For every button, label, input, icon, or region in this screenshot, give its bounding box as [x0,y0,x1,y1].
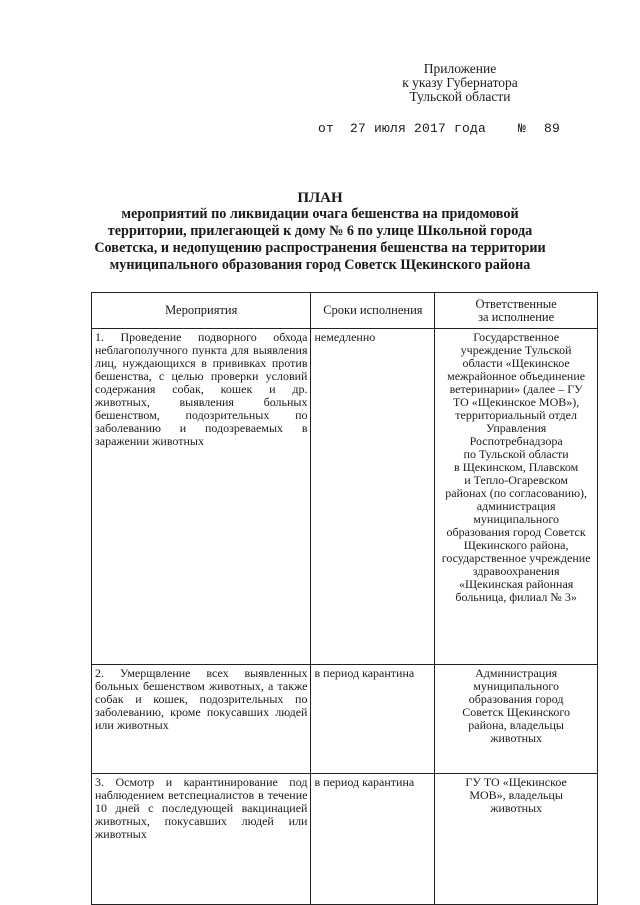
table-row [92,774,598,905]
header-responsible: Ответственные за исполнение [435,293,598,329]
measure-cell: 1. Проведение подворного обхода неблагополучного пункта для выявления лиц, нуждающихся в прививках против бешенства, с целью проверки условий содержания собак, кошек и др. животных, выявления больных бешенством, подозрительных по заболеванию и подозреваемых в заражении животных [92,329,311,665]
subtitle-line: территории, прилегающей к дому № 6 по улице Школьной города [107,223,533,239]
measure-cell: 2. Умерщвление всех выявленных больных бешенством животных, а также собак и кошек, подозрительных по заболеванию, кроме покусавших людей или животных [92,665,311,774]
appendix-line-2: к указу Губернатора [402,75,518,90]
subtitle-line: муниципального образования город Советск Щекинского района [109,257,531,273]
term-cell: в период карантина [311,774,435,905]
measure-cell: 3. Осмотр и карантинирование под наблюдением ветспециалистов в течение 10 дней с последующей вакцинацией животных, покусавших людей или животных [92,774,311,905]
plan-subtitle [60,206,580,274]
header-measures: Мероприятия [92,293,311,329]
plan-table [91,292,598,905]
table-row [92,665,598,774]
plan-heading: ПЛАН [297,190,343,206]
responsible-cell: Администрация муниципального образования город Советск Щекинского района, владельцы животных [435,665,598,774]
decree-number: 89 [544,121,561,136]
responsible-cell: Государственное учреждение Тульской области «Щекинское межрайонное объединение ветеринарии» (далее – ГУ ТО «Щекинское МОВ»), территориальный отдел Управления Роспотребнадзора по Тульской области в Щекинском, Плавском и Тепло-Огаревском районах (по согласованию), администрация муниципального образования город Советск Щекинского района, государственное учреждение здравоохранения «Щекинская районная больница, филиал № 3» [435,329,598,665]
appendix-block [360,62,560,104]
decree-number-sign: № [518,121,527,136]
document-title [60,190,580,274]
subtitle-line: мероприятий по ликвидации очага бешенства на придомовой [121,206,519,222]
table-row [92,329,598,665]
header-terms: Сроки исполнения [311,293,435,329]
appendix-line-1: Приложение [423,61,497,76]
decree-date: 27 июля 2017 года [350,121,487,136]
decree-line [318,121,561,136]
decree-from: от [318,121,335,136]
term-cell: немедленно [311,329,435,665]
subtitle-line: Советска, и недопущению распространения бешенства на территории [94,240,546,256]
term-cell: в период карантина [311,665,435,774]
appendix-line-3: Тульской области [409,89,511,104]
table-header-row [92,293,598,329]
responsible-cell: ГУ ТО «Щекинское МОВ», владельцы животных [435,774,598,905]
